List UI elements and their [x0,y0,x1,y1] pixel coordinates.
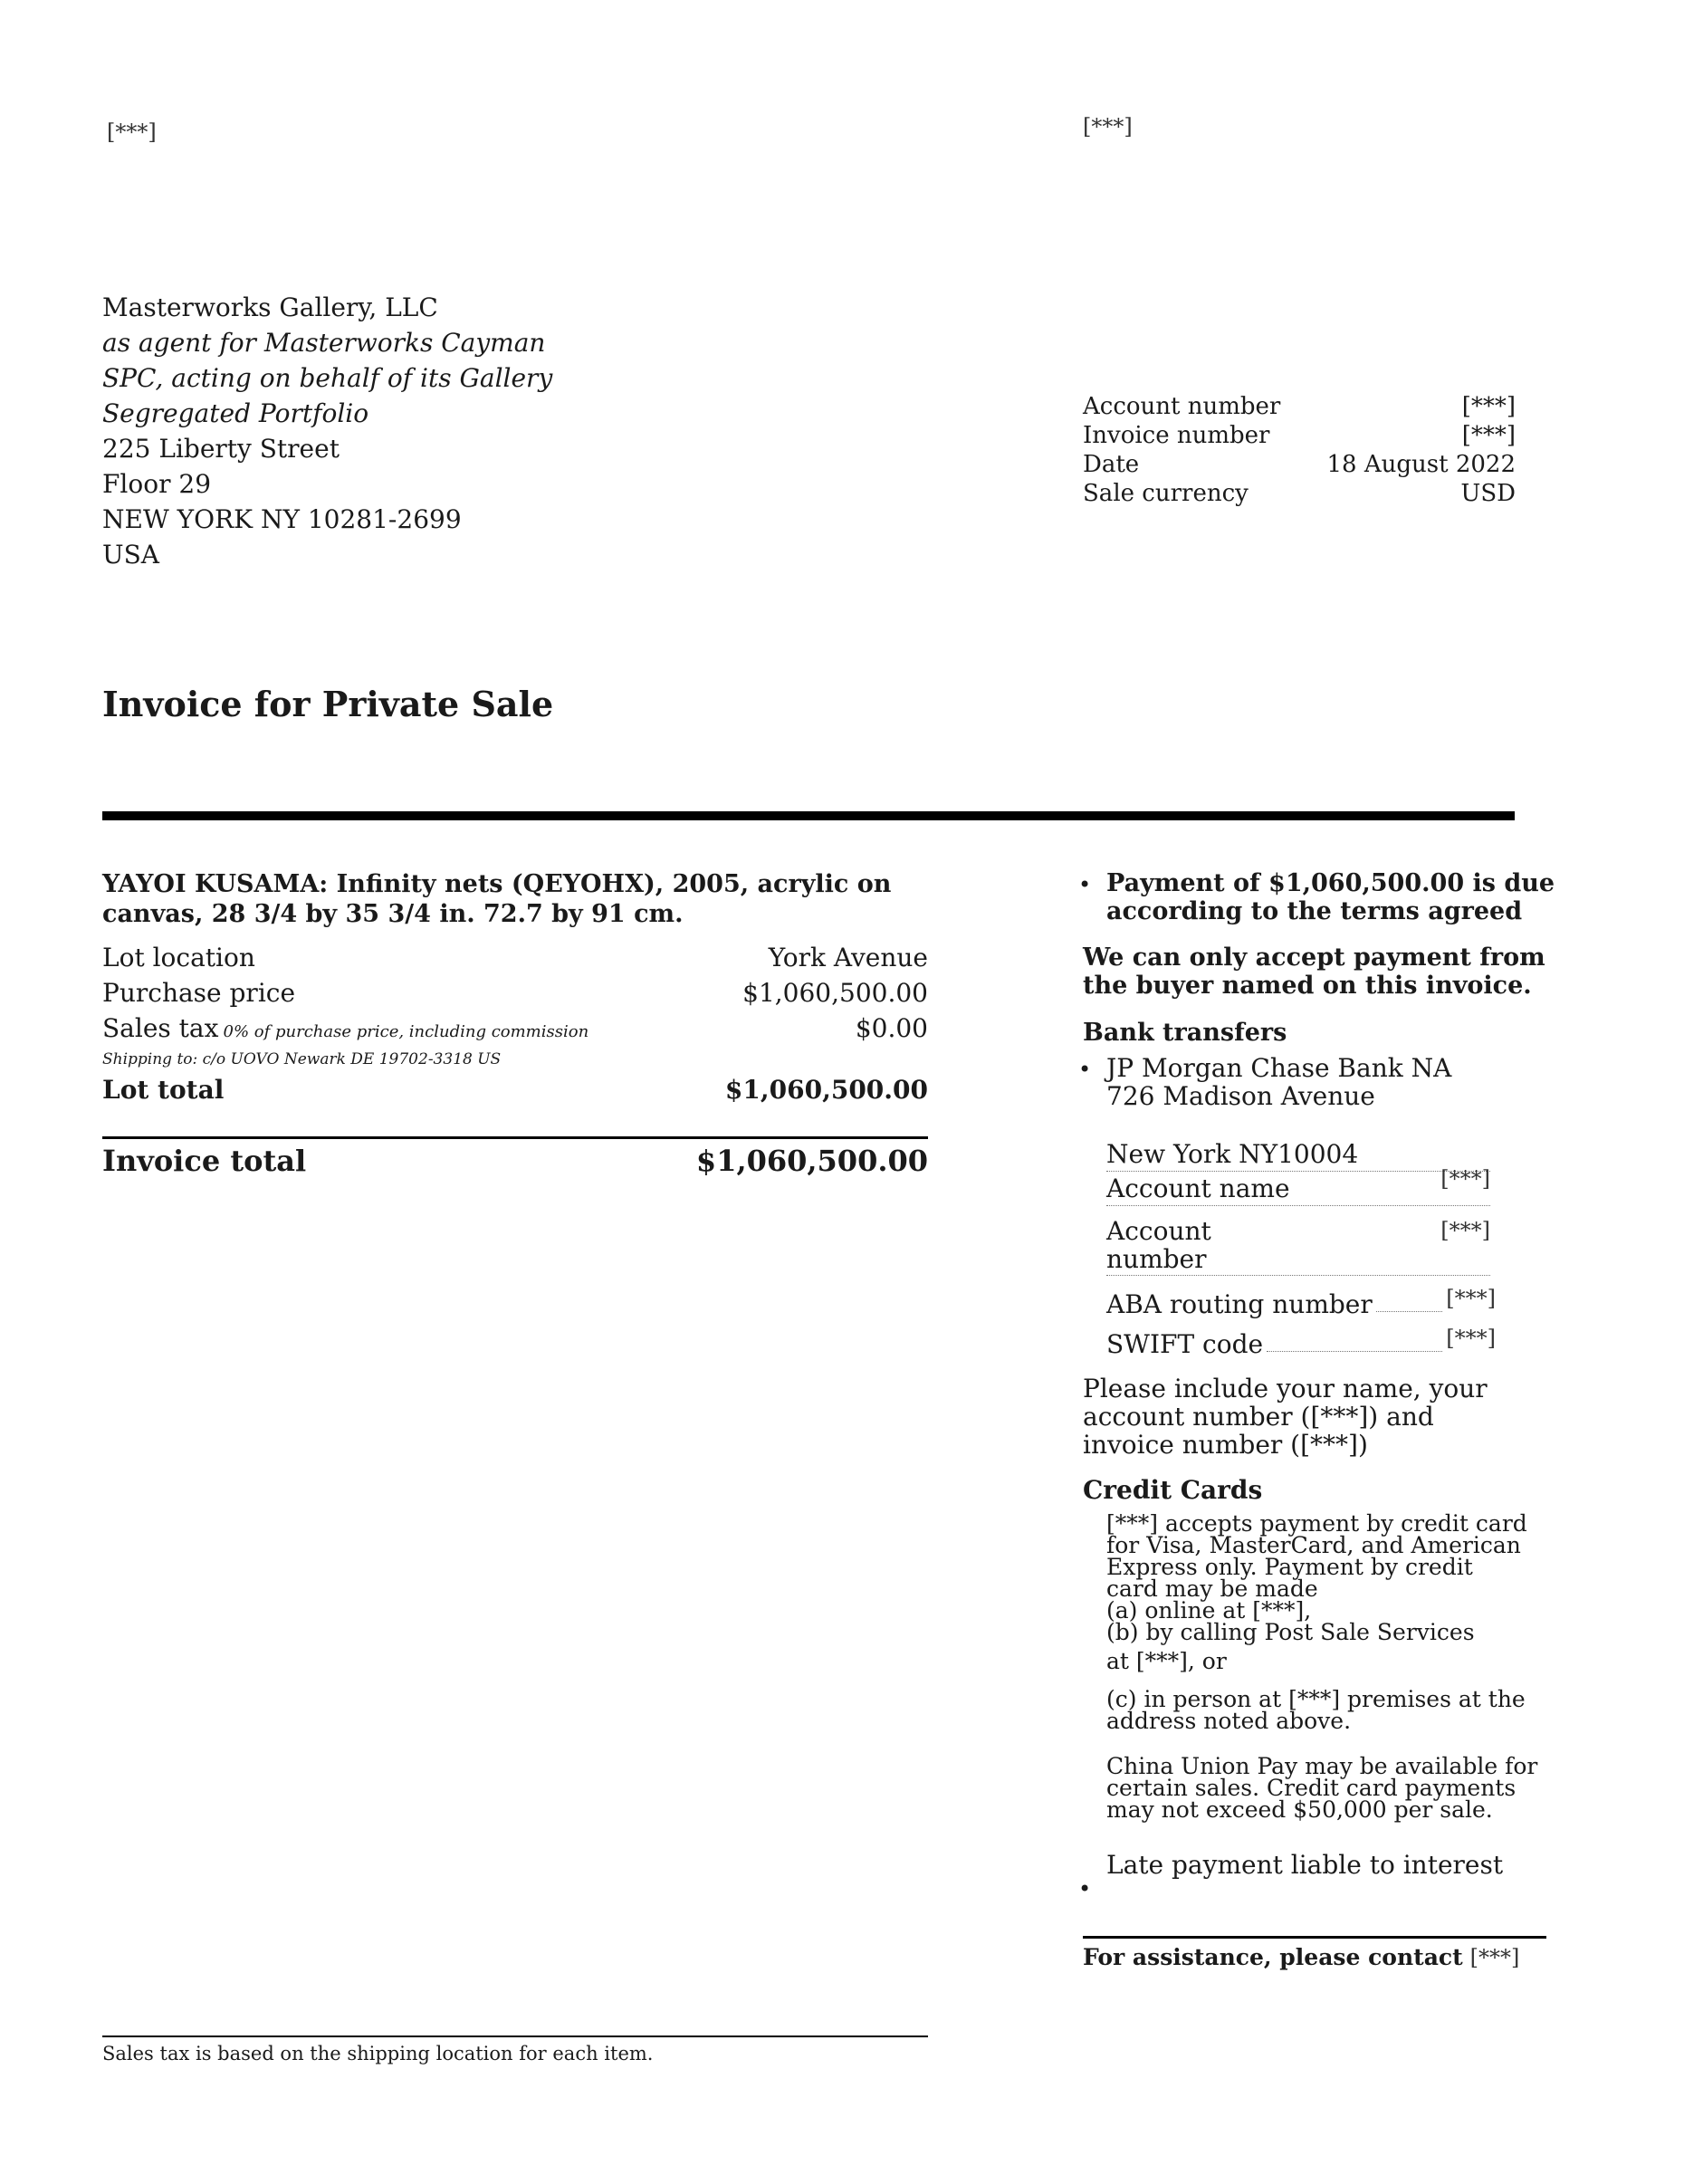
swift-label: SWIFT code [1106,1329,1264,1359]
lot-title-line: canvas, 28 3/4 by 35 3/4 in. 72.7 by 91 cm. [102,900,684,928]
cc-line: for Visa, MasterCard, and American [1106,1532,1521,1558]
bullet-icon: • [1078,1057,1092,1082]
lot-location-value: York Avenue [768,943,928,972]
swift-value: [***] [1446,1326,1496,1351]
account-number-value: [***] [1440,1218,1490,1243]
include-instruction [1083,1375,1488,1459]
accept-line: the buyer named on this invoice. [1083,972,1532,1000]
lot-location-label: Lot location [102,943,255,972]
payment-due [1106,869,1555,925]
meta-label: Date [1083,451,1140,478]
meta-value: [***] [1461,422,1516,449]
account-name-label: Account name [1106,1173,1290,1203]
meta-label: Account number [1083,393,1281,420]
cc-line: certain sales. Credit card payments [1106,1775,1517,1801]
address-line: Floor 29 [102,469,212,499]
payment-due-line: Payment of $1,060,500.00 is due [1106,869,1555,897]
payment-due-line: according to the terms agreed [1106,897,1523,925]
aba-leader [1376,1289,1443,1312]
address-line: Masterworks Gallery, LLC [102,292,438,322]
meta-value: USD [1460,480,1516,507]
swift-row [1106,1326,1496,1359]
account-name-value: [***] [1440,1166,1490,1192]
address-line: Segregated Portfolio [102,398,369,428]
page-title: Invoice for Private Sale [102,684,554,724]
accept-line: We can only accept payment from [1083,944,1545,972]
cc-line: (b) by calling Post Sale Services [1106,1619,1475,1645]
recipient-address [102,290,552,572]
lot-total-value: $1,060,500.00 [724,1075,928,1105]
purchase-price-row [102,978,928,1008]
meta-row-date [1083,450,1516,479]
include-line: account number ([***]) and [1083,1402,1434,1432]
aba-row [1106,1286,1496,1319]
footnote: Sales tax is based on the shipping location for each item. [102,2043,654,2064]
cc-line: (a) online at [***], [1106,1597,1312,1624]
header-left-redaction: [***] [107,120,157,145]
credit-cards-heading: Credit Cards [1083,1475,1263,1505]
invoice-total-label: Invoice total [102,1144,307,1178]
cc-line: Express only. Payment by credit [1106,1554,1473,1580]
meta-value: 18 August 2022 [1326,451,1516,478]
bank-details [1106,1054,1451,1110]
include-line: Please include your name, your [1083,1374,1488,1403]
assist-value: [***] [1469,1945,1520,1970]
purchase-price-value: $1,060,500.00 [742,978,928,1008]
late-payment-note: Late payment liable to interest [1106,1850,1504,1880]
bank-name: JP Morgan Chase Bank NA [1106,1053,1452,1083]
sales-tax-row [102,1013,928,1043]
account-name-row [1106,1166,1490,1206]
sales-tax-label: Sales tax [102,1013,219,1043]
header-right-redaction: [***] [1083,114,1133,139]
header-divider [102,811,1515,820]
aba-label: ABA routing number [1106,1289,1373,1319]
sales-tax-note: 0% of purchase price, including commission [223,1022,589,1041]
shipping-note: Shipping to: c/o UOVO Newark DE 19702-3318 US [102,1050,502,1068]
include-line: invoice number ([***]) [1083,1430,1368,1460]
cc-line: China Union Pay may be available for [1106,1753,1538,1779]
lot-title [102,869,935,929]
address-line: 225 Liberty Street [102,434,340,464]
lot-title-line: YAYOI KUSAMA: Infinity nets (QEYOHX), 2005, acrylic on [102,870,892,898]
meta-label: Sale currency [1083,480,1249,507]
cc-line: (c) in person at [***] premises at the [1106,1686,1526,1712]
cc-line: at [***], or [1106,1648,1227,1674]
assist-divider [1083,1936,1546,1939]
sales-tax-label-group [102,1013,588,1043]
meta-row-invoice [1083,421,1516,450]
cc-line: may not exceed $50,000 per sale. [1106,1796,1493,1823]
sales-tax-value: $0.00 [855,1013,928,1043]
bank-city: New York NY10004 [1106,1139,1490,1172]
credit-cards-text [1106,1510,1538,1823]
meta-value: [***] [1461,393,1516,420]
cc-line: card may be made [1106,1576,1318,1602]
account-number-row [1106,1217,1490,1276]
lot-total-label: Lot total [102,1075,225,1105]
meta-label: Invoice number [1083,422,1270,449]
assist-label: For assistance, please contact [1083,1944,1463,1970]
purchase-price-label: Purchase price [102,978,296,1008]
aba-value: [***] [1446,1286,1496,1311]
address-line: NEW YORK NY 10281-2699 [102,504,462,534]
invoice-total-row [102,1144,928,1178]
address-line: SPC, acting on behalf of its Gallery [102,363,553,393]
meta-row-account [1083,392,1516,421]
total-divider [102,1136,928,1139]
bullet-icon: • [1078,1876,1092,1901]
cc-line: address noted above. [1106,1708,1352,1734]
payment-accept-note [1083,944,1545,1000]
assistance-contact [1083,1944,1519,1970]
bank-address: 726 Madison Avenue [1106,1081,1375,1111]
invoice-total-value: $1,060,500.00 [695,1144,928,1178]
bank-transfers-heading: Bank transfers [1083,1019,1287,1047]
bullet-icon: • [1078,872,1092,897]
cc-line: [***] accepts payment by credit card [1106,1510,1527,1537]
address-line: USA [102,540,159,570]
lot-total-row [102,1075,928,1105]
swift-leader [1267,1329,1442,1352]
account-number-label-line: number [1106,1244,1207,1274]
lot-location-row [102,943,928,972]
footnote-divider [102,2036,928,2037]
account-number-label-line: Account [1106,1216,1211,1246]
address-line: as agent for Masterworks Cayman [102,328,546,358]
invoice-meta [1083,392,1516,508]
account-number-label [1106,1217,1211,1273]
meta-row-currency [1083,479,1516,508]
